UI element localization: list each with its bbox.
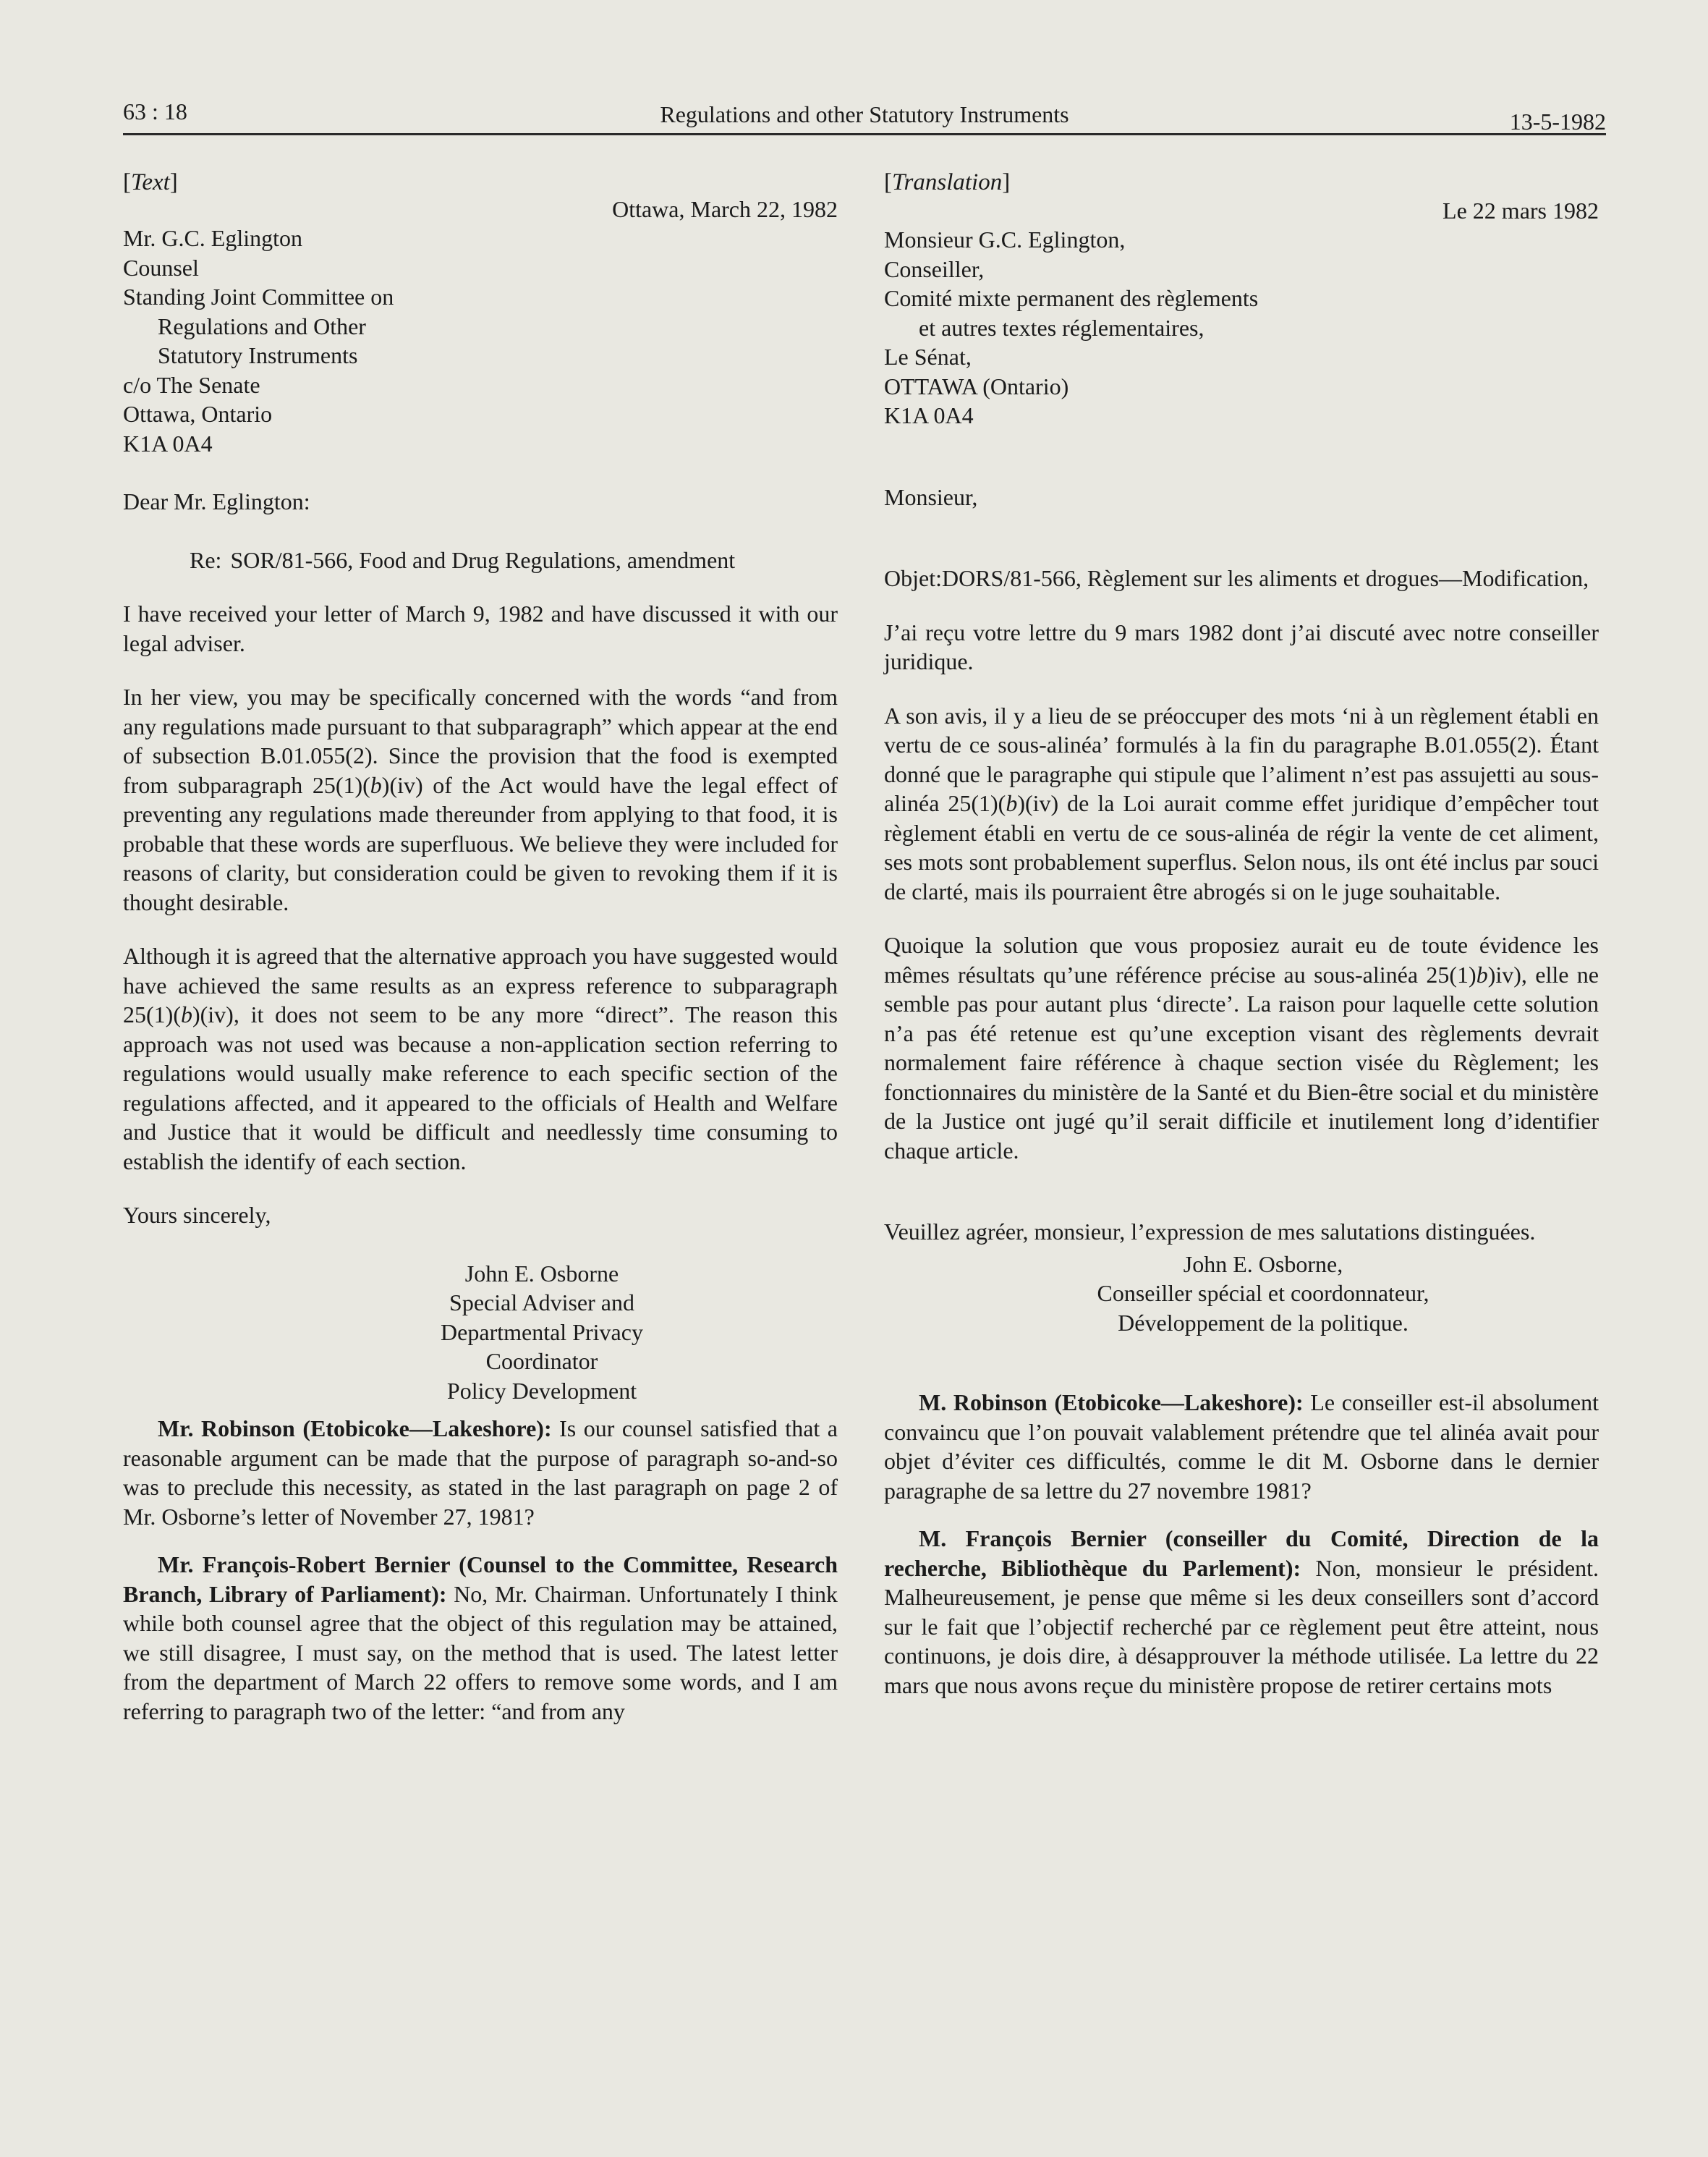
- header-date: 13-5-1982: [1509, 109, 1606, 135]
- address-line: K1A 0A4: [884, 402, 974, 428]
- signature-line: Coordinator: [485, 1348, 598, 1374]
- letter-date: Ottawa, March 22, 1982: [612, 195, 838, 222]
- translation-label: [Translation]: [884, 169, 1011, 195]
- address-line: Standing Joint Committee on: [123, 284, 394, 310]
- address-line: Regulations and Other: [158, 313, 366, 339]
- letter-paragraph: A son avis, il y a lieu de se préoccuper des mots ‘ni à un règlement établi en vertu de ce sous-alinéa’ formulés à la fin du paragraphe B.01.055(2). Étant donné que le paragraphe qui stipule que l’aliment n’est pas assujetti au sous-alinéa 25(1)(b)(iv) de la Loi aurait comme effet juridique d’empêcher tout règlement établi en vertu de ce sous-alinéa de régir la vente de cet aliment, ses mots sont probablement superflus. Selon nous, ils ont été inclus par souci de clarté, mais ils pourraient être abrogés si on le juge souhaitable.: [884, 702, 1599, 904]
- speech-paragraph: M. Robinson (Etobicoke—Lakeshore): Le conseiller est-il absolument convaincu que l’on pouvait valablement prétendre que tel alinéa avait pour objet d’éviter ces difficultés, comme le dit M. Osborne dans le dernier paragraphe de sa lettre du 27 novembre 1981?: [884, 1389, 1599, 1504]
- address-line: K1A 0A4: [123, 430, 213, 457]
- address-line: Counsel: [123, 254, 199, 281]
- signature-line: John E. Osborne: [464, 1260, 619, 1287]
- text-label-word: Text: [131, 169, 170, 195]
- re-label: Re:: [190, 546, 222, 573]
- speech-paragraph: M. François Bernier (conseiller du Comité, Direction de la recherche, Bibliothèque du Parlement): Non, monsieur le président. Malheureusement, je pense que même si les deux conseillers sont d’accord sur le fait que l’objectif recherché par ce règlement peut être atteint, nous continuons, je dois dire, à désapprouver la méthode utilisée. La lettre du 22 mars que nous avons reçue du ministère propose de retirer certains mots: [884, 1525, 1599, 1698]
- speech-paragraph: Mr. François-Robert Bernier (Counsel to the Committee, Research Branch, Library of Parliament): No, Mr. Chairman. Unfortunately I think while both counsel agree that the object of this regulation may be attained, we still disagree, I must say, on the method that is used. The latest letter from the department of March 22 offers to remove some words, and I am referring to paragraph two of the letter: “and from any: [123, 1551, 838, 1724]
- translation-label-word: Translation: [892, 169, 1003, 195]
- letter-paragraph: I have received your letter of March 9, 1982 and have discussed it with our legal adviser.: [123, 601, 838, 656]
- signature-line: John E. Osborne,: [1183, 1250, 1343, 1277]
- address-line: Mr. G.C. Eglington: [123, 225, 303, 251]
- speech-paragraph: Mr. Robinson (Etobicoke—Lakeshore): Is our counsel satisfied that a reasonable argument can be made that the purpose of paragraph so-and-so was to preclude this necessity, as stated in the last paragraph on page 2 of Mr. Osborne’s letter of November 27, 1981?: [123, 1415, 838, 1530]
- signature-line: Special Adviser and: [449, 1289, 634, 1315]
- address-line: et autres textes réglementaires,: [919, 314, 1204, 341]
- page-number: 63 : 18: [123, 98, 187, 124]
- re-subject: SOR/81-566, Food and Drug Regulations, amendment: [230, 546, 736, 573]
- salutation: Dear Mr. Eglington:: [123, 488, 310, 514]
- speaker-name: M. François Bernier (conseiller du Comité, Direction de la recherche, Bibliothèque du Parlement):: [884, 1525, 1599, 1581]
- address-line: c/o The Senate: [123, 371, 260, 398]
- text-label: [Text]: [123, 169, 178, 195]
- signature-line: Développement de la politique.: [1118, 1309, 1409, 1336]
- english-column: [123, 168, 838, 1726]
- letter-paragraph: Although it is agreed that the alternative approach you have suggested would have achieved the same results as an express reference to subparagraph 25(1)(b)(iv), it does not seem to be any more “direct”. The reason this approach was not used was because a non-application section referring to regulations would usually make reference to each specific section of the regulations affected, and it appeared to the officials of Health and Welfare and Justice that it would be difficult and needlessly time consuming to establish the identify of each section.: [123, 943, 838, 1174]
- recipient-address: [123, 224, 838, 458]
- speaker-name: Mr. Robinson (Etobicoke—Lakeshore):: [158, 1415, 552, 1441]
- letter-date: Le 22 mars 1982: [1443, 197, 1599, 224]
- signature-line: Departmental Privacy: [441, 1318, 643, 1345]
- signature-block: [289, 1259, 794, 1406]
- re-line: [123, 546, 838, 575]
- signature-line: Policy Development: [446, 1377, 637, 1404]
- running-header: [123, 98, 1606, 135]
- recipient-address: [884, 225, 1599, 431]
- speaker-name: M. Robinson (Etobicoke—Lakeshore):: [919, 1389, 1304, 1415]
- address-line: Comité mixte permanent des règlements: [884, 285, 1259, 311]
- french-column: [884, 168, 1599, 1700]
- speaker-name: Mr. François-Robert Bernier (Counsel to the Committee, Research Branch, Library of Parliament):: [123, 1551, 838, 1607]
- address-line: Le Sénat,: [884, 344, 972, 370]
- address-line: OTTAWA (Ontario): [884, 373, 1069, 399]
- address-line: Conseiller,: [884, 255, 985, 282]
- closing: Veuillez agréer, monsieur, l’expression de mes salutations distinguées.: [884, 1219, 1536, 1245]
- header-title: Regulations and other Statutory Instruments: [660, 101, 1069, 127]
- salutation: Monsieur,: [884, 483, 978, 510]
- letter-paragraph: In her view, you may be specifically concerned with the words “and from any regulations made pursuant to that subparagraph” which appear at the end of subsection B.01.055(2). Since the provision that the food is exempted from subparagraph 25(1)(b)(iv) of the Act would have the legal effect of preventing any regulations made thereunder from applying to that food, it is probable that these words are superfluous. We believe they were included for reasons of clarity, but consideration could be given to revoking them if it is thought desirable.: [123, 684, 838, 915]
- signature-line: Conseiller spécial et coordonnateur,: [1097, 1280, 1429, 1306]
- address-line: Monsieur G.C. Eglington,: [884, 226, 1126, 253]
- letter-paragraph: Quoique la solution que vous proposiez aurait eu de toute évidence les mêmes résultats qu’une référence précise au sous-alinéa 25(1)b)iv), elle ne semble pas pour autant plus ‘directe’. La raison pour laquelle cette solution n’a pas été retenue est qu’une exception visant des règlements devrait normalement faire référence à chaque section visée du Règlement; les fonctionnaires du ministère de la Santé et du Bien-être social et du ministère de la Justice ont jugé qu’il serait difficile et inutilement long d’identifier chaque article.: [884, 932, 1599, 1164]
- signature-block: [985, 1250, 1541, 1338]
- letter-paragraph: J’ai reçu votre lettre du 9 mars 1982 dont j’ai discuté avec notre conseiller juridique.: [884, 619, 1599, 674]
- address-line: Ottawa, Ontario: [123, 401, 273, 427]
- objet-line: Objet:DORS/81-566, Règlement sur les aliments et drogues—Modification,: [884, 565, 1589, 591]
- address-line: Statutory Instruments: [158, 342, 358, 368]
- closing: Yours sincerely,: [123, 1202, 271, 1228]
